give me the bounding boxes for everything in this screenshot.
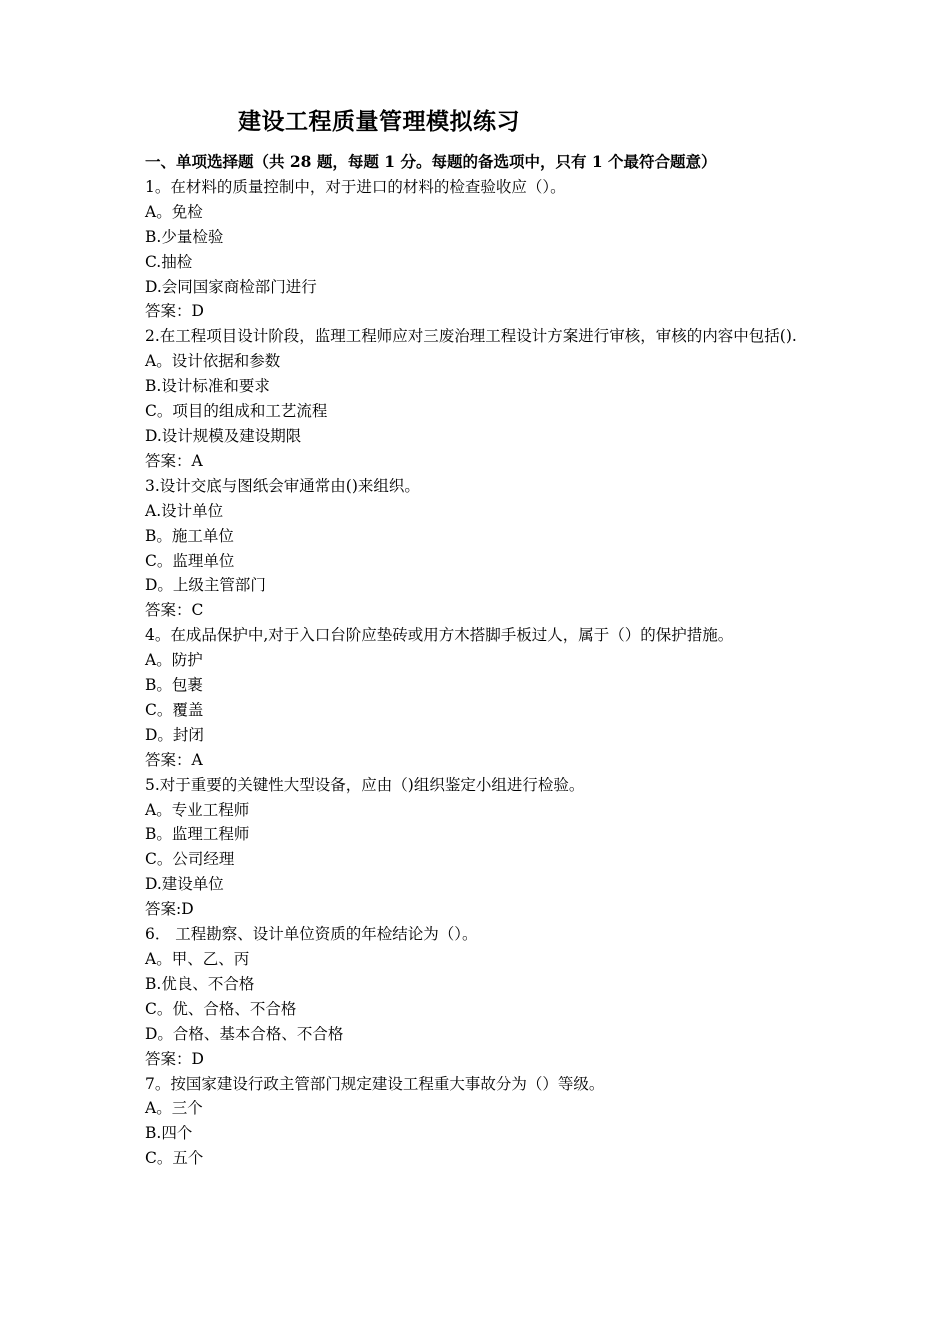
option-a: A。三个 [145, 1099, 203, 1118]
option-d: D。上级主管部门 [145, 576, 266, 595]
question-3 [145, 474, 825, 623]
section-heading: 一、单项选择题（共 28 题，每题 1 分。每题的备选项中，只有 1 个最符合题意） [145, 152, 717, 171]
question-4 [145, 623, 825, 772]
document-title: 建设工程质量管理模拟练习 [238, 108, 520, 135]
question-stem: 2.在工程项目设计阶段，监理工程师应对三废治理工程设计方案进行审核，审核的内容中包括(). [145, 327, 797, 346]
option-c: C。覆盖 [145, 700, 204, 719]
option-d: D。封闭 [145, 725, 204, 744]
question-1 [145, 175, 825, 324]
option-b: B。施工单位 [145, 526, 234, 545]
option-b: B。监理工程师 [145, 825, 250, 844]
question-6 [145, 922, 825, 1071]
question-5 [145, 773, 825, 922]
option-c: C。项目的组成和工艺流程 [145, 402, 328, 421]
answer-line: 答案：A [145, 750, 203, 769]
option-a: A。免检 [145, 202, 203, 221]
answer-line: 答案：C [145, 601, 204, 620]
question-stem: 5.对于重要的关键性大型设备，应由（)组织鉴定小组进行检验。 [145, 775, 585, 794]
option-d: D。合格、基本合格、不合格 [145, 1024, 344, 1043]
option-a: A。防护 [145, 651, 203, 670]
question-stem: 7。按国家建设行政主管部门规定建设工程重大事故分为（）等级。 [145, 1074, 605, 1093]
option-a: A。甲、乙、丙 [145, 950, 250, 968]
question-stem: 1。在材料的质量控制中，对于进口的材料的检查验收应（）。 [145, 177, 566, 196]
option-b: B.设计标准和要求 [145, 377, 270, 396]
question-2 [145, 324, 825, 473]
question-stem: 3.设计交底与图纸会审通常由()来组织。 [145, 476, 420, 495]
option-c: C。公司经理 [145, 850, 235, 869]
option-c: C。优、合格、不合格 [145, 999, 297, 1018]
option-a: A。设计依据和参数 [145, 352, 281, 371]
option-c: C。五个 [145, 1149, 204, 1168]
answer-line: 答案：D [145, 1049, 204, 1068]
question-stem: 6． 工程勘察、设计单位资质的年检结论为（）。 [145, 925, 478, 944]
question-stem: 4。在成品保护中,对于入口台阶应垫砖或用方木搭脚手板过人，属于（）的保护措施。 [145, 626, 734, 645]
document-body [145, 150, 825, 1171]
option-a: A。专业工程师 [145, 800, 250, 819]
option-c: C。监理单位 [145, 551, 235, 570]
answer-line: 答案：D [145, 302, 204, 321]
option-c: C.抽检 [145, 252, 193, 271]
question-7 [145, 1072, 825, 1172]
option-b: B.少量检验 [145, 227, 224, 246]
option-b: B.四个 [145, 1124, 193, 1143]
option-b: B.优良、不合格 [145, 974, 255, 993]
answer-line: 答案:D [145, 900, 194, 919]
answer-line: 答案：A [145, 451, 203, 470]
option-b: B。包裹 [145, 676, 203, 695]
option-d: D.设计规模及建设期限 [145, 426, 302, 445]
option-a: A.设计单位 [145, 501, 224, 520]
option-d: D.建设单位 [145, 875, 224, 894]
option-d: D.会同国家商检部门进行 [145, 277, 317, 296]
